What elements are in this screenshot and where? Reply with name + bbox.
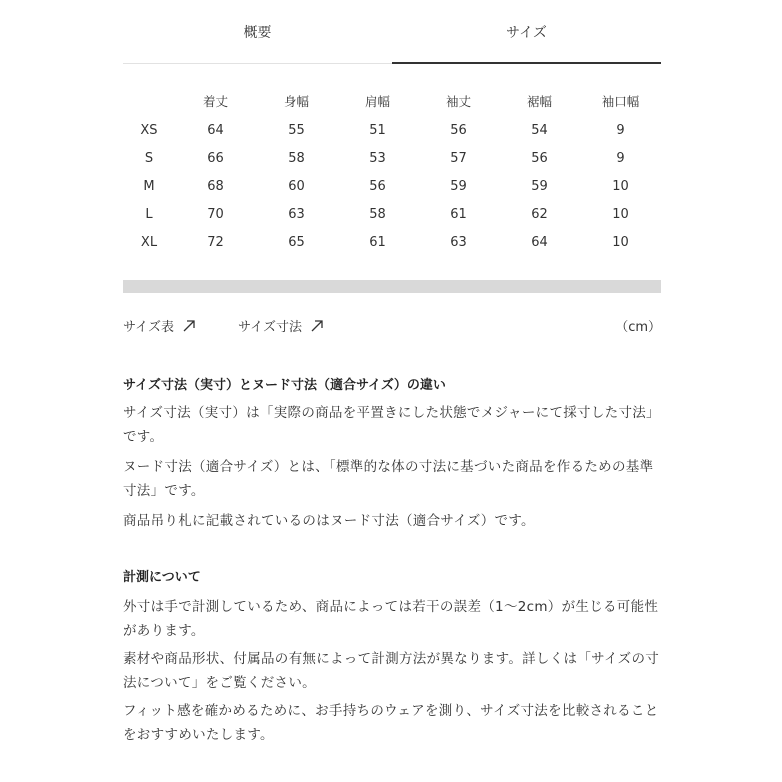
table-cell: 60: [288, 178, 305, 194]
table-cell: 58: [288, 150, 305, 166]
table-cell: 56: [531, 150, 548, 166]
size-measure-link-label: サイズ寸法: [238, 320, 302, 335]
table-header-cell: 肩幅: [364, 94, 390, 109]
table-cell: XS: [140, 122, 158, 138]
paragraph: 商品吊り札に記載されているのはヌード寸法（適合サイズ）です。: [123, 513, 535, 529]
tab-bar: [123, 0, 661, 64]
table-header-cell: 裾幅: [526, 94, 552, 109]
paragraph: ヌード寸法（適合サイズ）とは、「標準的な体の寸法に基づいた商品を作るための基準寸法」です。: [123, 459, 654, 499]
size-difference-section: [123, 375, 683, 533]
table-cell: 59: [450, 178, 467, 194]
table-cell: 57: [450, 150, 467, 166]
paragraph: サイズ寸法（実寸）は「実際の商品を平置きにした状態でメジャーにて採寸した寸法」です。: [123, 405, 660, 445]
tab-size[interactable]: サイズ: [506, 25, 547, 41]
size-chart-link[interactable]: [123, 316, 196, 335]
section-heading: サイズ寸法（実寸）とヌード寸法（適合サイズ）の違い: [123, 378, 446, 393]
table-cell: 56: [369, 178, 386, 194]
size-links-row: [123, 316, 661, 338]
table-row: [123, 200, 661, 228]
table-cell: 66: [207, 150, 224, 166]
table-header-cell: 身幅: [283, 94, 309, 109]
table-cell: 10: [612, 234, 629, 250]
paragraph: フィット感を確かめるために、お手持ちのウェアを測り、サイズ寸法を比較されることをおすすめいたします。: [123, 703, 659, 743]
table-header-cell: 着丈: [202, 94, 228, 109]
table-cell: 68: [207, 178, 224, 194]
table-cell: 64: [531, 234, 548, 250]
table-cell: 9: [616, 122, 625, 138]
table-header-cell: 袖口幅: [601, 94, 640, 109]
size-chart-link-label: サイズ表: [123, 320, 174, 335]
table-cell: 10: [612, 206, 629, 222]
table-header-row: [123, 86, 661, 116]
table-cell: 63: [450, 234, 467, 250]
tab-overview[interactable]: 概要: [243, 25, 272, 41]
table-cell: XL: [140, 234, 158, 250]
unit-label: （cm）: [615, 320, 661, 335]
table-row: [123, 116, 661, 144]
table-cell: 58: [369, 206, 386, 222]
active-tab-indicator: [392, 62, 661, 64]
table-cell: S: [144, 150, 154, 166]
table-cell: 59: [531, 178, 548, 194]
table-cell: M: [143, 178, 155, 194]
table-cell: 65: [288, 234, 305, 250]
external-link-arrow-icon: [182, 319, 196, 333]
table-cell: 9: [616, 150, 625, 166]
table-cell: 54: [531, 122, 548, 138]
table-cell: 53: [369, 150, 386, 166]
measurement-section: [123, 567, 683, 747]
table-cell: 51: [369, 122, 386, 138]
table-cell: 55: [288, 122, 305, 138]
paragraph: 素材や商品形状、付属品の有無によって計測方法が異なります。詳しくは「サイズの寸法について」をご覧ください。: [123, 651, 660, 691]
table-cell: 70: [207, 206, 224, 222]
table-cell: 10: [612, 178, 629, 194]
table-cell: L: [145, 206, 153, 222]
table-cell: 62: [531, 206, 548, 222]
table-cell: 61: [369, 234, 386, 250]
size-table: [123, 86, 661, 256]
table-cell: 61: [450, 206, 467, 222]
section-heading: 計測について: [123, 570, 201, 585]
table-header-cell: [123, 86, 175, 116]
table-cell: 63: [288, 206, 305, 222]
size-measure-link[interactable]: [238, 316, 324, 335]
paragraph: 外寸は手で計測しているため、商品によっては若干の誤差（1〜2cm）が生じる可能性があります。: [123, 599, 659, 639]
table-header-cell: 袖丈: [445, 94, 471, 109]
table-row: [123, 228, 661, 256]
table-row: [123, 172, 661, 200]
external-link-arrow-icon: [310, 319, 324, 333]
table-cell: 56: [450, 122, 467, 138]
table-cell: 64: [207, 122, 224, 138]
table-row: [123, 144, 661, 172]
table-cell: 72: [207, 234, 224, 250]
horizontal-scrollbar[interactable]: [123, 280, 661, 293]
